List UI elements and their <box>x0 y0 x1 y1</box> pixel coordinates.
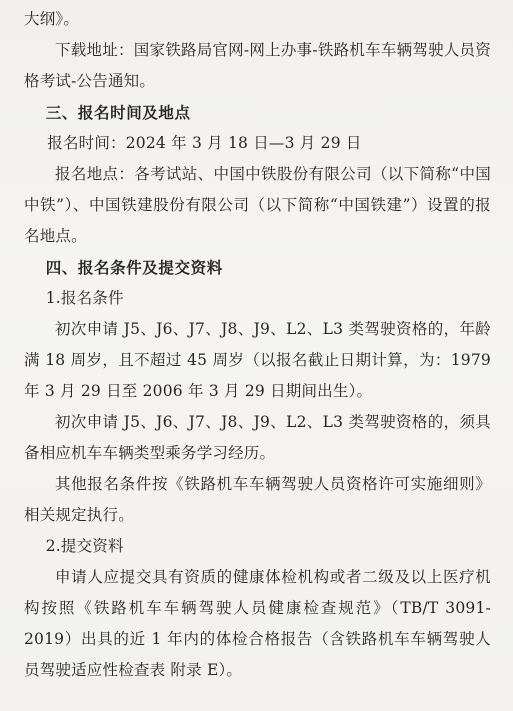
paragraph-syllabus-end: 大纲》。 <box>24 10 80 28</box>
subheading-materials: 2.提交资料 <box>45 537 124 555</box>
paragraph-health-report: 申请人应提交具有资质的健康体检机构或者二级及以上医疗机构按照《铁路机车车辆驾驶人员健康检查规范》（TB/T 3091-2019）出具的近 1 年内的体检合格报告（含铁路机车车辆驾驶人员驾驶适应性检查表 附录 E）。 <box>24 568 491 679</box>
paragraph-experience-condition: 初次申请 J5、J6、J7、J8、J9、L2、L3 类驾驶资格的，须具备相应机车车辆类型乘务学习经历。 <box>24 413 491 462</box>
paragraph-registration-place: 报名地点：各考试站、中国中铁股份有限公司（以下简称“中国中铁”）、中国铁建股份有限公司（以下简称“中国铁建”）设置的报名地点。 <box>24 165 491 245</box>
section-heading-conditions: 四、报名条件及提交资料 <box>45 258 223 277</box>
section-heading-time-place: 三、报名时间及地点 <box>45 103 191 122</box>
paragraph-other-conditions: 其他报名条件按《铁路机车车辆驾驶人员资格许可实施细则》相关规定执行。 <box>24 475 491 524</box>
paragraph-registration-time: 报名时间：2024 年 3 月 18 日—3 月 29 日 <box>47 134 362 152</box>
subheading-conditions: 1.报名条件 <box>45 289 124 307</box>
paragraph-age-condition: 初次申请 J5、J6、J7、J8、J9、L2、L3 类驾驶资格的，年龄满 18 周岁，且不超过 45 周岁（以报名截止日期计算，为：1979 年 3 月 29 日至 2006 年 3 月 29 日期间出生）。 <box>24 320 491 400</box>
paragraph-download-address: 下载地址：国家铁路局官网-网上办事-铁路机车车辆驾驶人员资格考试-公告通知。 <box>24 41 491 90</box>
